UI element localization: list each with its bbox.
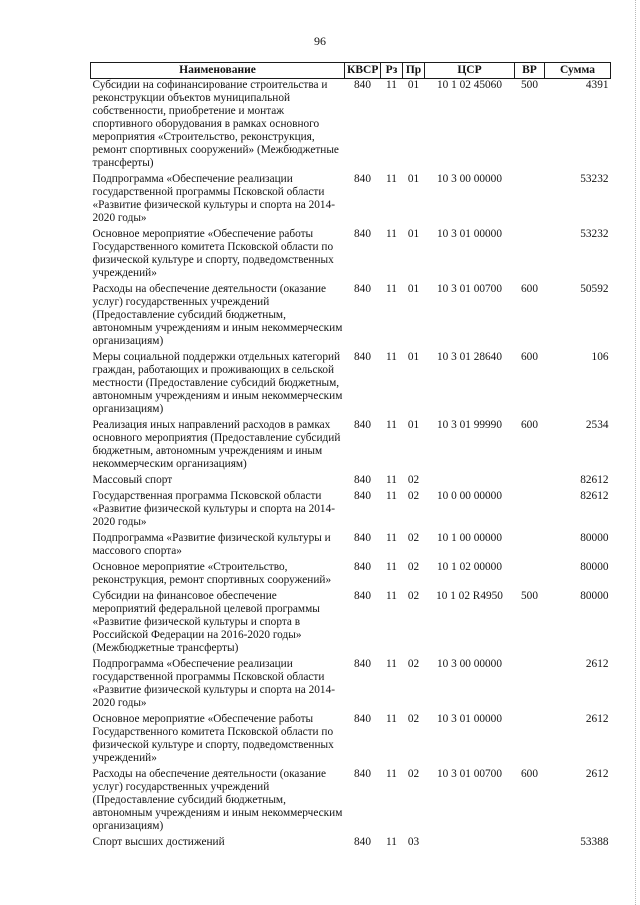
- cell-kvsr: 840: [354, 713, 371, 725]
- cell-kvsr: 840: [354, 490, 371, 502]
- table-row: [91, 532, 611, 561]
- cell-pr: 01: [407, 79, 420, 91]
- cell-name: Массовый спорт: [92, 474, 173, 486]
- cell-sum: 53232: [580, 173, 609, 185]
- cell-sum: 80000: [580, 561, 609, 573]
- cell-rz: 11: [386, 228, 397, 240]
- cell-pr: 02: [407, 490, 420, 502]
- cell-pr: 02: [407, 474, 420, 486]
- header-rz: Рз: [381, 63, 403, 79]
- table-row: [91, 490, 611, 532]
- header-vr: ВР: [515, 63, 545, 79]
- cell-rz: 11: [386, 836, 397, 848]
- cell-name: Реализация иных направлений расходов в рамках основного мероприятия (Предоставление субсидий бюджетным, автономным учреждениям и иным некоммерческим организациям): [92, 419, 341, 470]
- cell-rz: 11: [386, 768, 397, 780]
- cell-csr: 10 3 00 00000: [437, 658, 502, 670]
- page-number: 96: [314, 34, 326, 48]
- cell-csr: 10 3 01 00700: [437, 768, 502, 780]
- cell-name: Подпрограмма «Обеспечение реализации государственной программы Псковской области «Развитие физической культуры и спорта на 2014-2020 годы»: [92, 173, 335, 224]
- table-row: [91, 561, 611, 590]
- cell-name: Субсидии на софинансирование строительства и реконструкции объектов муниципальной собственности, приобретение и монтаж спортивного оборудования в рамках основного мероприятия «Строительство, реконструкция, ремонт спортивных сооружений» (Межбюджетные трансферты): [92, 79, 339, 169]
- cell-name: Государственная программа Псковской области «Развитие физической культуры и спорта на 2014-2020 годы»: [92, 490, 335, 528]
- cell-sum: 106: [591, 351, 609, 363]
- cell-vr: 600: [521, 768, 538, 780]
- cell-rz: 11: [386, 532, 397, 544]
- cell-csr: [425, 836, 515, 852]
- cell-vr: 600: [521, 283, 538, 295]
- header-csr: ЦСР: [425, 63, 515, 79]
- cell-pr: 02: [407, 713, 420, 725]
- cell-sum: 82612: [580, 474, 609, 486]
- cell-pr: 01: [407, 228, 420, 240]
- budget-table: [90, 62, 611, 852]
- table-row: [91, 419, 611, 474]
- cell-csr: 10 0 00 00000: [437, 490, 502, 502]
- cell-kvsr: 840: [354, 474, 371, 486]
- cell-vr: [515, 173, 545, 228]
- cell-kvsr: 840: [354, 173, 371, 185]
- cell-rz: 11: [386, 561, 397, 573]
- cell-pr: 01: [407, 419, 420, 431]
- cell-kvsr: 840: [354, 79, 371, 91]
- table-row: [91, 590, 611, 658]
- table-row: [91, 768, 611, 836]
- table-header: [91, 63, 611, 79]
- cell-csr: 10 3 01 99990: [437, 419, 502, 431]
- table-row: [91, 658, 611, 713]
- cell-csr: 10 3 01 28640: [437, 351, 502, 363]
- cell-vr: 500: [521, 590, 538, 602]
- table-row: [91, 228, 611, 283]
- cell-kvsr: 840: [354, 532, 371, 544]
- cell-csr: 10 3 01 00000: [437, 228, 502, 240]
- cell-pr: 02: [407, 658, 420, 670]
- table-row: [91, 351, 611, 419]
- table-row: [91, 474, 611, 490]
- scan-edge: [634, 0, 636, 905]
- cell-sum: 53388: [580, 836, 609, 848]
- table-row: [91, 836, 611, 852]
- header-kvsr: КВСР: [345, 63, 381, 79]
- cell-rz: 11: [386, 419, 397, 431]
- cell-csr: 10 1 02 00000: [437, 561, 502, 573]
- cell-vr: 600: [521, 351, 538, 363]
- cell-name: Подпрограмма «Обеспечение реализации государственной программы Псковской области «Развитие физической культуры и спорта на 2014-2020 годы»: [92, 658, 335, 709]
- cell-kvsr: 840: [354, 283, 371, 295]
- cell-csr: 10 1 02 45060: [437, 79, 502, 91]
- cell-kvsr: 840: [354, 590, 371, 602]
- cell-sum: 2612: [585, 713, 609, 725]
- cell-vr: [515, 490, 545, 532]
- cell-kvsr: 840: [354, 768, 371, 780]
- cell-pr: 02: [407, 590, 420, 602]
- cell-kvsr: 840: [354, 658, 371, 670]
- cell-sum: 80000: [580, 532, 609, 544]
- cell-name: Спорт высших достижений: [92, 836, 225, 848]
- cell-vr: [515, 561, 545, 590]
- cell-rz: 11: [386, 79, 397, 91]
- cell-vr: [515, 228, 545, 283]
- header-name: Наименование: [91, 63, 345, 79]
- cell-rz: 11: [386, 713, 397, 725]
- cell-sum: 4391: [585, 79, 609, 91]
- cell-pr: 01: [407, 283, 420, 295]
- header-pr: Пр: [403, 63, 425, 79]
- cell-sum: 2612: [585, 768, 609, 780]
- cell-name: Расходы на обеспечение деятельности (оказание услуг) государственных учреждений (Предоставление субсидий бюджетным, автономным учреждениям и иным некоммерческим организациям): [92, 283, 343, 347]
- cell-kvsr: 840: [354, 351, 371, 363]
- cell-rz: 11: [386, 351, 397, 363]
- cell-sum: 2612: [585, 658, 609, 670]
- table-row: [91, 283, 611, 351]
- cell-vr: [515, 836, 545, 852]
- cell-csr: 10 3 01 00000: [437, 713, 502, 725]
- cell-vr: [515, 532, 545, 561]
- cell-sum: 53232: [580, 228, 609, 240]
- cell-vr: [515, 474, 545, 490]
- cell-sum: 50592: [580, 283, 609, 295]
- cell-kvsr: 840: [354, 419, 371, 431]
- cell-kvsr: 840: [354, 228, 371, 240]
- cell-sum: 82612: [580, 490, 609, 502]
- cell-name: Подпрограмма «Развитие физической культуры и массового спорта»: [92, 532, 331, 557]
- cell-name: Основное мероприятие «Обеспечение работы Государственного комитета Псковской области по физической культуре и спорту, подведомственных учреждений»: [92, 713, 334, 764]
- cell-csr: 10 3 00 00000: [437, 173, 502, 185]
- cell-csr: 10 1 02 R4950: [436, 590, 503, 602]
- cell-kvsr: 840: [354, 561, 371, 573]
- cell-pr: 02: [407, 768, 420, 780]
- cell-sum: 80000: [580, 590, 609, 602]
- cell-vr: [515, 658, 545, 713]
- cell-name: Основное мероприятие «Обеспечение работы Государственного комитета Псковской области по физической культуре и спорту, подведомственных учреждений»: [92, 228, 334, 279]
- cell-vr: 600: [521, 419, 538, 431]
- header-sum: Сумма: [545, 63, 611, 79]
- cell-vr: [515, 713, 545, 768]
- cell-name: Меры социальной поддержки отдельных категорий граждан, работающих и проживающих в сельской местности (Предоставление субсидий бюджетным, автономным учреждениям и иным некоммерческим организациям): [92, 351, 343, 415]
- cell-rz: 11: [386, 590, 397, 602]
- cell-rz: 11: [386, 283, 397, 295]
- cell-rz: 11: [386, 490, 397, 502]
- cell-csr: 10 3 01 00700: [437, 283, 502, 295]
- cell-rz: 11: [386, 173, 397, 185]
- table-row: [91, 173, 611, 228]
- cell-rz: 11: [386, 658, 397, 670]
- cell-csr: [425, 474, 515, 490]
- cell-name: Основное мероприятие «Строительство, реконструкция, ремонт спортивных сооружений»: [92, 561, 332, 586]
- cell-pr: 02: [407, 561, 420, 573]
- cell-pr: 02: [407, 532, 420, 544]
- cell-kvsr: 840: [354, 836, 371, 848]
- cell-vr: 500: [521, 79, 538, 91]
- cell-sum: 2534: [585, 419, 609, 431]
- table-row: [91, 713, 611, 768]
- cell-name: Субсидии на финансовое обеспечение мероприятий федеральной целевой программы «Развитие физической культуры и спорта в Российской Федерации на 2016-2020 годы» (Межбюджетные трансферты): [92, 590, 320, 654]
- cell-pr: 01: [407, 173, 420, 185]
- cell-pr: 03: [407, 836, 420, 848]
- table-body: [91, 79, 611, 853]
- cell-csr: 10 1 00 00000: [437, 532, 502, 544]
- cell-rz: 11: [386, 474, 397, 486]
- table-row: [91, 79, 611, 174]
- cell-pr: 01: [407, 351, 420, 363]
- cell-name: Расходы на обеспечение деятельности (оказание услуг) государственных учреждений (Предоставление субсидий бюджетным, автономным учреждениям и иным некоммерческим организациям): [92, 768, 343, 832]
